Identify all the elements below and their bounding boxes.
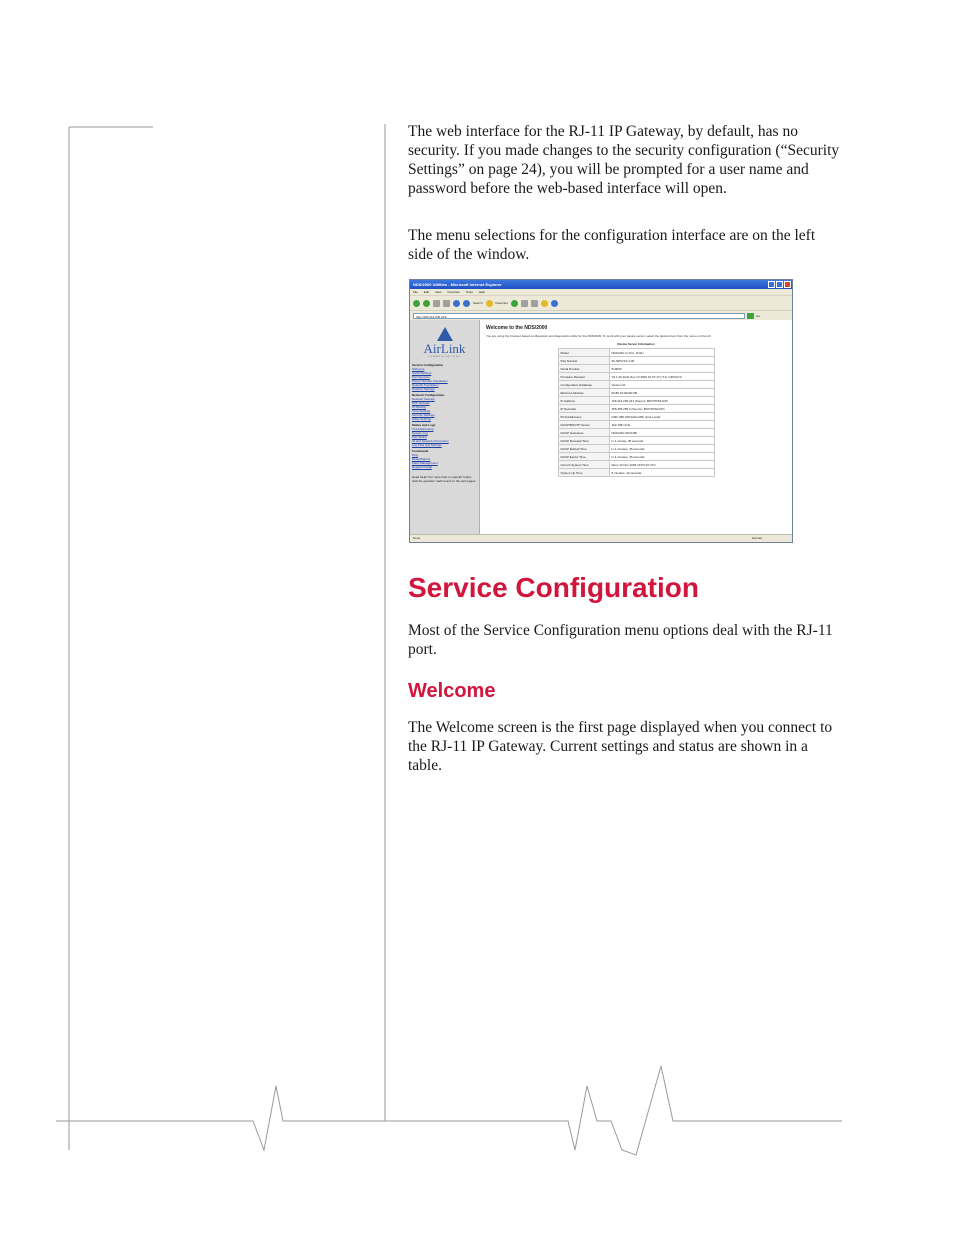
- subsection-heading: Welcome: [408, 680, 496, 702]
- nav-link: Protocol Settings: [412, 387, 435, 391]
- table-cell-value: 510009: [609, 365, 714, 373]
- nav-heading: Commands: [412, 449, 429, 453]
- footer-waveform: [56, 1066, 842, 1155]
- intro-paragraph: [408, 122, 840, 198]
- welcome-paragraph: [408, 718, 840, 775]
- search-icon: [463, 300, 470, 307]
- table-row: [558, 389, 714, 397]
- table-cell-label: Configuration Database: [558, 381, 609, 389]
- config-left-nav: [410, 320, 480, 535]
- table-row: [558, 421, 714, 429]
- nav-heading: Network Configuration: [412, 393, 445, 397]
- minimize-icon: [768, 281, 775, 288]
- table-cell-value: Wed, 22 Nov 2006 19:53:43 UTC: [609, 461, 714, 469]
- table-row: [558, 357, 714, 365]
- logo-tagline: COMMUNICATIONS: [428, 356, 461, 358]
- go-label: Go: [756, 313, 761, 318]
- welcome-title: Welcome to the NDS/2000: [486, 325, 548, 331]
- table-cell-label: DHCP Hostname: [558, 429, 609, 437]
- address-input: http://166.213.236.221/: [413, 313, 745, 319]
- nav-link: Phone Number Translation: [412, 379, 448, 383]
- nav-link: Network Settings: [412, 397, 435, 401]
- nav-link: System Log: [412, 431, 428, 435]
- status-left: Done: [413, 536, 421, 540]
- table-cell-label: DHCP Rebind Time: [558, 445, 609, 453]
- status-right: Internet: [751, 536, 762, 540]
- search-label: Search: [473, 301, 483, 305]
- section-heading: Service Configuration: [408, 572, 699, 603]
- window-titlebar: [410, 280, 792, 289]
- table-cell-label: Current System Time: [558, 461, 609, 469]
- nav-link: Time Settings: [412, 409, 431, 413]
- folder-icon: [541, 300, 548, 307]
- nav-link: Flash Management: [412, 461, 438, 465]
- nav-link: Register/Install: [412, 465, 432, 469]
- nav-heading: Status and Logs: [412, 423, 436, 427]
- forward-icon: [423, 300, 430, 307]
- table-row: [558, 405, 714, 413]
- media-icon: [511, 300, 518, 307]
- nav-link: Security Settings: [412, 413, 435, 417]
- table-row: [558, 461, 714, 469]
- table-cell-value: 8 minutes, 43 seconds: [609, 469, 714, 477]
- browser-toolbar: [410, 295, 792, 310]
- nav-link: Troubleshooting: [412, 427, 434, 431]
- table-cell-value: V2.1.20 (built Nov 13 2006 15:07:17) (T1), NRV4173: [609, 373, 714, 381]
- back-icon: [413, 300, 420, 307]
- table-row: [558, 365, 714, 373]
- menu-favorites: Favorites: [447, 290, 460, 294]
- table-cell-label: Part Number: [558, 357, 609, 365]
- browser-page: [410, 320, 792, 535]
- menu-tools: Tools: [465, 290, 473, 294]
- table-cell-value: Version 21: [609, 381, 714, 389]
- table-cell-label: IP Address: [558, 397, 609, 405]
- nav-link: Welcome: [412, 367, 425, 371]
- browser-statusbar: [410, 534, 792, 542]
- table-cell-label: DHCP/BOOTP Server: [558, 421, 609, 429]
- history-icon: [521, 300, 528, 307]
- close-icon: [784, 281, 791, 288]
- menu-file: File: [413, 290, 418, 294]
- table-row: [558, 349, 714, 357]
- table-cell-label: DHCP Expire Time: [558, 453, 609, 461]
- home-icon: [453, 300, 460, 307]
- table-cell-value: fe80::280:44ff:fe0d:e00b (Link Local): [609, 413, 714, 421]
- nav-link: Log Files and Settings: [412, 443, 442, 447]
- table-row: [558, 445, 714, 453]
- menu-paragraph: [408, 226, 840, 264]
- nav-link: Serial Settings: [412, 371, 432, 375]
- favorites-icon: [486, 300, 493, 307]
- table-row: [558, 437, 714, 445]
- table-cell-value: in 1 minute, 35 seconds: [609, 437, 714, 445]
- menu-edit: Edit: [423, 290, 430, 294]
- nav-link: Network Translation: [412, 383, 439, 387]
- table-row: [558, 453, 714, 461]
- table-cell-label: Model: [558, 349, 609, 357]
- table-cell-label: System Up Time: [558, 469, 609, 477]
- menu-help: Help: [478, 290, 485, 294]
- nav-link: Reset/Reboot: [412, 457, 431, 461]
- help-box: Need Help? For more help on specific topics, click the question mark found on the web pages.: [412, 475, 477, 483]
- window-controls: [768, 281, 791, 288]
- maximize-icon: [776, 281, 783, 288]
- table-cell-label: Firmware Revision: [558, 373, 609, 381]
- nav-heading: Service Configuration: [412, 363, 444, 367]
- table-cell-label: IPv6 Addresses: [558, 413, 609, 421]
- menu-view: View: [435, 290, 442, 294]
- device-info-table: [558, 348, 715, 477]
- address-bar: [410, 310, 792, 320]
- table-cell-label: Ethernet Address: [558, 389, 609, 397]
- go-icon: [747, 313, 754, 319]
- welcome-content: [480, 320, 792, 535]
- table-row: [558, 373, 714, 381]
- table-cell-value: 166.213.236.221 (Source: BOOTP/DHCP): [609, 397, 714, 405]
- stop-icon: [433, 300, 440, 307]
- nav-link: IP Routing: [412, 405, 426, 409]
- table-cell-label: Serial Number: [558, 365, 609, 373]
- table-cell-value: 00:80:44:0D:E0:0B: [609, 389, 714, 397]
- table-cell-value: NDS2110 (1 Port, RJ11): [609, 349, 714, 357]
- window-title: NDS/2000 Utilities - Microsoft Internet Explorer: [413, 282, 502, 287]
- table-row: [558, 397, 714, 405]
- print-icon: [551, 300, 558, 307]
- section-text: Most of the Service Configuration menu options deal with the RJ-11 port.: [408, 622, 833, 658]
- table-row: [558, 381, 714, 389]
- table-cell-value: in 3 minutes, 35 seconds: [609, 453, 714, 461]
- nav-groups: [412, 363, 477, 469]
- nav-link: Port Services: [412, 375, 430, 379]
- table-cell-value: 192.168.13.21: [609, 421, 714, 429]
- table-row: [558, 469, 714, 477]
- browser-screenshot-figure: [409, 279, 793, 543]
- nav-link: Ping: [412, 453, 419, 457]
- intro-text: The web interface for the RJ-11 IP Gateway, by default, has no security. If you made changes to the security configuration (“Security Settings” on page 24), you will be prompted for a user name and password before the web-based interface will open.: [408, 123, 840, 197]
- nav-link: PPP Settings: [412, 401, 430, 405]
- table-cell-label: DHCP Renewal Time: [558, 437, 609, 445]
- table-cell-value: in 2 minutes, 35 seconds: [609, 445, 714, 453]
- table-title: Device Server Information: [617, 342, 655, 346]
- nav-link: Utility Settings: [412, 417, 432, 421]
- welcome-paragraph-text: The Welcome screen is the first page displayed when you connect to the RJ-11 IP Gateway. Current settings and status are shown in a table.: [408, 719, 833, 774]
- table-cell-value: 255.255.255.0 (Source: BOOTP/DHCP): [609, 405, 714, 413]
- nav-link: Port Status: [412, 435, 427, 439]
- nav-link: IO and Network Information: [412, 439, 449, 443]
- mail-icon: [531, 300, 538, 307]
- airlink-logo-icon: [437, 327, 453, 341]
- table-row: [558, 413, 714, 421]
- welcome-text: You are using the browser-based configuration and diagnostics utility for the NDS/2000. To work with your device server, select the desired item from the menu on the left.: [486, 334, 712, 338]
- logo-name: AirLink: [423, 341, 466, 356]
- menu-text: The menu selections for the configuration interface are on the left side of the window.: [408, 227, 816, 263]
- table-cell-value: 90-NDS713-4-00: [609, 357, 714, 365]
- refresh-icon: [443, 300, 450, 307]
- table-cell-label: IP Netmask: [558, 405, 609, 413]
- table-cell-value: NDS2110-0D4C0B: [609, 429, 714, 437]
- section-paragraph: [408, 621, 840, 659]
- favorites-label: Favorites: [495, 301, 508, 305]
- table-row: [558, 429, 714, 437]
